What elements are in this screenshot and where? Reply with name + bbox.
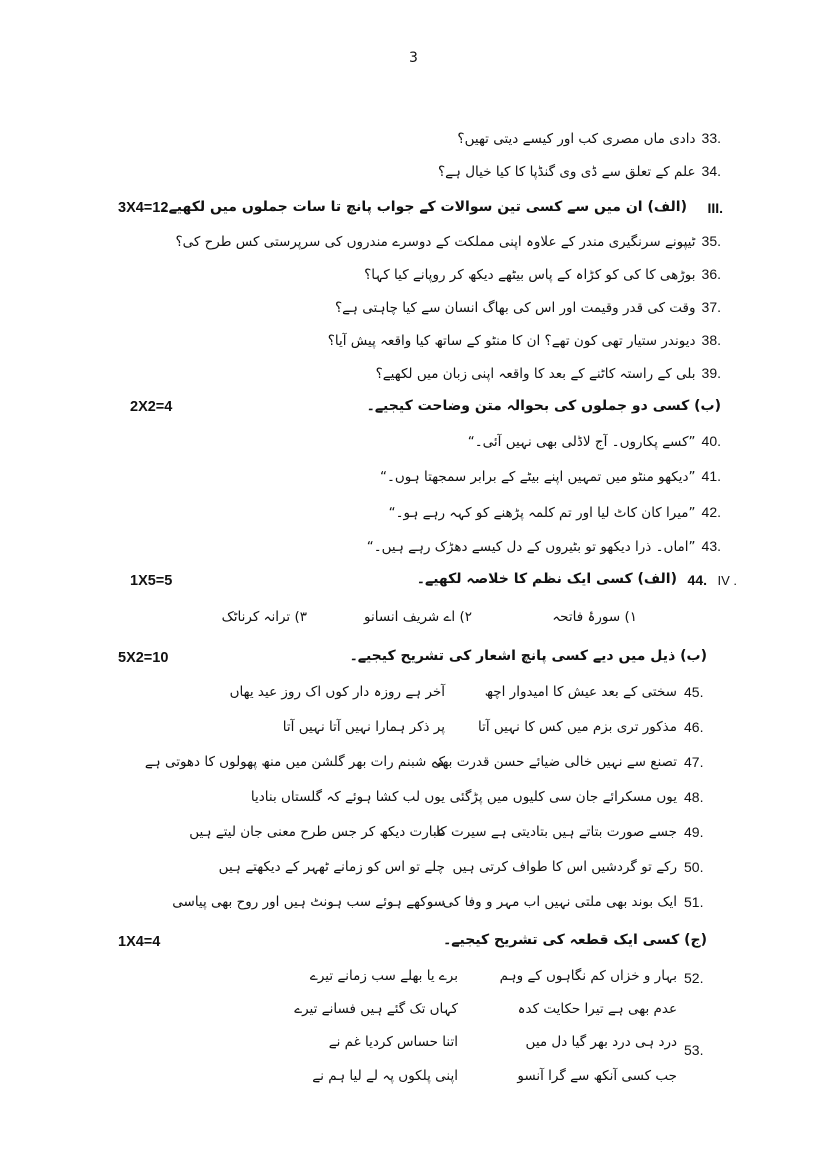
question-43 [367,538,721,555]
question-text: بوڑھی کا کی کو کڑاہ کے پاس بیٹھے دیکھ کر روپانے کیا کہا؟ [364,267,696,283]
question-text: ”کسے پکاروں۔ آج لاڈلی بھی نہیں آئی۔“ [467,434,696,450]
section4-heading-a: (الف) کسی ایک نظم کا خلاصہ لکھیے۔ [416,571,677,587]
couplet-number: 51. [684,894,704,910]
couplet-first-line: سختی کے بعد عیش کا امیدوار اچھ [484,684,677,700]
qita-number: 52. [684,970,704,986]
question-36 [364,266,721,283]
couplet-second-line: پر ذکر ہمارا نہیں آتا نہیں آتا [282,719,445,735]
question-text: ٹیپونے سرنگیری مندر کے علاوہ اپنی مملکت کے دوسرے مندروں کی سرپرستی کس طرح کی؟ [175,234,696,250]
couplet-second-line: چلے تو اس کو زمانے ٹھہر کے دیکھتے ہیں [218,859,445,875]
question-number: 35. [701,233,721,249]
couplet-number: 45. [684,684,704,700]
question-39 [376,365,721,382]
question-number: 43. [701,538,721,554]
question-text: ”میرا کان کاٹ لیا اور تم کلمہ پڑھنے کو کہہ رہے ہو۔“ [388,505,696,521]
section-roman-iii: III. [707,200,723,216]
question-number: 33. [701,130,721,146]
question-text: بلی کے راستہ کاٹنے کے بعد کا واقعہ اپنی زبان میں لکھیے؟ [375,366,696,382]
couplet-number: 47. [684,754,704,770]
couplet-first-line: یوں مسکرائے جان سی کلیوں میں پڑگئی [449,789,677,805]
couplet-first-line: مذکور تری بزم میں کس کا نہیں آتا [477,719,677,735]
poem-option-2: ۲) اے شریف انسانو [364,609,472,625]
question-34 [438,163,721,180]
couplet-first-line: رکے تو گردشیں اس کا طواف کرتی ہیں [452,859,677,875]
marks-3a: 3X4=12 [118,200,169,216]
section3-heading-b: (ب) کسی دو جملوں کی بحوالہ متن وضاحت کیجیے۔ [366,398,721,414]
couplet-first-line: ایک بوند بھی ملتی نہیں اب مہر و وفا کی [442,894,677,910]
question-number: 34. [701,163,721,179]
couplet-first-line: تصنع سے نہیں خالی ضیائے حسن قدرت بھی [431,754,677,770]
section4-heading-b: (ب) ذیل میں دیے کسی پانچ اشعار کی تشریح کیجیے۔ [349,648,707,664]
section4-heading-c: (ج) کسی ایک قطعہ کی تشریح کیجیے۔ [443,932,707,948]
couplets-list [0,684,827,924]
question-44-number: 44. [687,572,707,588]
question-33 [457,130,721,147]
question-40 [468,433,721,450]
question-number: 40. [701,433,721,449]
qita-line: اتنا حساس کردیا غم نے [328,1034,458,1050]
couplet-number: 48. [684,789,704,805]
marks-4b: 5X2=10 [118,650,169,666]
qita-line: برے یا بھلے سب زمانے تیرے [309,968,458,984]
qita-line: بہار و خزاں کم نگاہوں کے وہم [499,968,677,984]
question-text: ”دیکھو منٹو میں تمہیں اپنے بیٹے کے برابر سمجھتا ہوں۔“ [379,469,696,485]
question-number: 39. [701,365,721,381]
question-text: دیوندر ستیار تھی کون تھے؟ ان کا منٹو کے ساتھ کیا واقعہ پیش آیا؟ [327,333,696,349]
couplet-number: 50. [684,859,704,875]
couplet-second-line: کہ شبنم رات بھر گلشن میں منھ پھولوں کا دھوتی ہے [144,754,445,770]
marks-4a: 1X5=5 [130,573,173,589]
question-text: وقت کی قدر وقیمت اور اس کی بھاگ انسان سے کیا چاہتی ہے؟ [334,300,696,316]
couplet-first-line: جسے صورت بتاتے ہیں بتادیتی ہے سیرت کا [436,824,677,840]
question-number: 41. [701,468,721,484]
question-41 [380,468,721,485]
poem-option-3: ۳) ترانہ کرناٹک [221,609,307,625]
question-text: ”اماں۔ ذرا دیکھو تو بٹیروں کے دل کیسے دھڑک رہے ہیں۔“ [366,539,696,555]
poem-option-1: ۱) سورۂ فاتحہ [552,609,637,625]
qita-line: کہاں تک گئے ہیں فسانے تیرے [294,1001,458,1017]
question-number: 37. [701,299,721,315]
couplet-second-line: یوں لب کشا ہوئے کہ گلستاں بنادیا [250,789,445,805]
qita-line: جب کسی آنکھ سے گرا آنسو [517,1068,677,1084]
question-number: 42. [701,504,721,520]
question-text: علم کے تعلق سے ڈی وی گنڈپا کا کیا خیال ہے؟ [437,164,696,180]
section-roman-iv: IV . [717,573,737,588]
couplet-number: 46. [684,719,704,735]
question-42 [389,504,721,521]
qita-line: اپنی پلکوں پہ لے لیا ہم نے [312,1068,458,1084]
couplet-number: 49. [684,824,704,840]
question-number: 38. [701,332,721,348]
question-35 [175,233,721,250]
section3-heading-a: (الف) ان میں سے کسی تین سوالات کے جواب پانچ تا سات جملوں میں لکھیے۔ [160,199,687,215]
couplet-second-line: آخر ہے روزہ دار کوں اک روز عید یھاں [229,684,445,700]
qita-line: درد ہی درد بھر گیا دل میں [525,1034,677,1050]
page-number: 3 [409,50,418,66]
marks-4c: 1X4=4 [118,934,161,950]
qita-number: 53. [684,1042,704,1058]
question-37 [335,299,721,316]
qita-line: عدم بھی ہے تیرا حکایت کدہ [517,1001,677,1017]
question-text: دادی ماں مصری کب اور کیسے دیتی تھیں؟ [457,131,696,147]
question-38 [328,332,721,349]
marks-3b: 2X2=4 [130,399,173,415]
couplet-second-line: سوکھے ہوئے سب ہونٹ ہیں اور روح بھی پیاسی [172,894,445,910]
couplet-second-line: عبارت دیکھ کر جس طرح معنی جان لیتے ہیں [189,824,445,840]
question-number: 36. [701,266,721,282]
